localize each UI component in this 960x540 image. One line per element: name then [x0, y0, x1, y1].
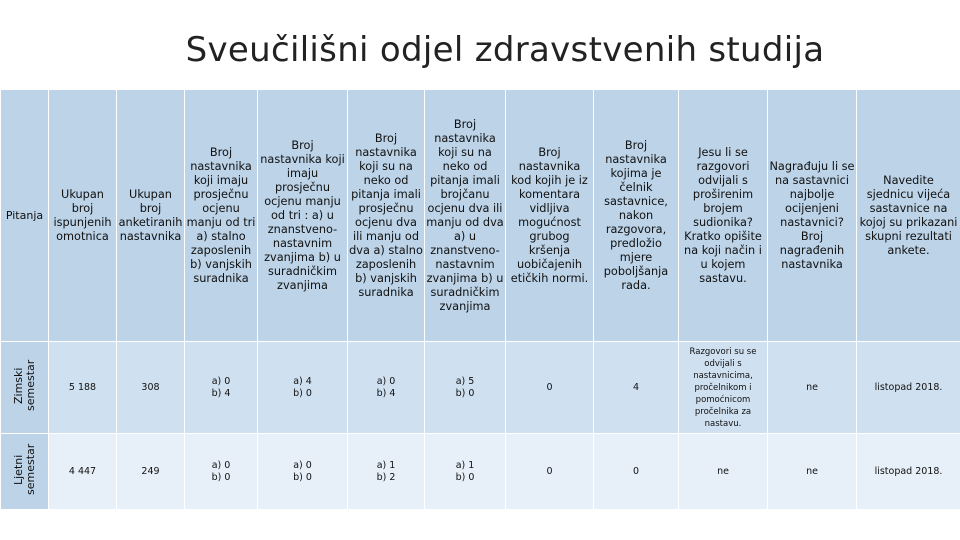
cell-rewards: ne — [768, 342, 857, 434]
header-two-or-less-employment: Broj nastavnika koji su na neko od pitanja imali prosječnu ocjenu dva ili manju od dva a) stalno zaposlenih b) vanjskih suradnika — [348, 90, 425, 342]
header-below-three-rank: Broj nastavnika koji imaju prosječnu ocjenu manju od tri : a) u znanstveno-nastavnim zvanjima b) u suradničkim zvanjima — [258, 90, 348, 342]
header-rewards: Nagrađuju li se na sastavnici najbolje ocijenjeni nastavnici? Broj nagrađenih nastavnika — [768, 90, 857, 342]
slide-title: Sveučilišni odjel zdravstvenih studija — [185, 30, 825, 70]
row-header-label: Pitanja — [1, 90, 49, 342]
cell-extended-talks: ne — [679, 434, 768, 510]
cell-total-teachers: 249 — [117, 434, 185, 510]
header-two-or-less-rank: Broj nastavnika koji su na neko od pitanja imali brojčanu ocjenu dva ili manju od dva a) u znanstveno-nastavnim zvanjima b) u suradničkim zvanjima — [425, 90, 506, 342]
cell-ethics-violations: 0 — [506, 342, 594, 434]
cell-below-three-employment: a) 0 b) 0 — [185, 434, 258, 510]
cell-extended-talks: Razgovori su se odvijali s nastavnicima, pročelnikom i pomoćnicom pročelnika za nastavu. — [679, 342, 768, 434]
cell-rewards: ne — [768, 434, 857, 510]
cell-improvement-measures: 4 — [594, 342, 679, 434]
header-below-three-employment: Broj nastavnika koji imaju prosječnu ocjenu manju od tri a) stalno zaposlenih b) vanjskih suradnika — [185, 90, 258, 342]
header-total-envelopes: Ukupan broj ispunjenih omotnica — [49, 90, 117, 342]
header-extended-talks: Jesu li se razgovori odvijali s proširenim brojem sudionika? Kratko opišite na koji način i u kojem sastavu. — [679, 90, 768, 342]
cell-council-session: listopad 2018. — [857, 434, 960, 510]
semester-label: Ljetni semestar — [1, 434, 49, 510]
cell-two-or-less-employment: a) 0 b) 4 — [348, 342, 425, 434]
cell-two-or-less-rank: a) 1 b) 0 — [425, 434, 506, 510]
cell-total-teachers: 308 — [117, 342, 185, 434]
cell-ethics-violations: 0 — [506, 434, 594, 510]
header-improvement-measures: Broj nastavnika kojima je čelnik sastavnice, nakon razgovora, predložio mjere poboljšanja rada. — [594, 90, 679, 342]
survey-results-table — [0, 89, 960, 510]
cell-two-or-less-rank: a) 5 b) 0 — [425, 342, 506, 434]
header-total-teachers: Ukupan broj anketiranih nastavnika — [117, 90, 185, 342]
header-row — [1, 90, 960, 342]
cell-below-three-rank: a) 0 b) 0 — [258, 434, 348, 510]
table-row — [1, 342, 960, 434]
cell-two-or-less-employment: a) 1 b) 2 — [348, 434, 425, 510]
header-council-session: Navedite sjednicu vijeća sastavnice na kojoj su prikazani skupni rezultati ankete. — [857, 90, 960, 342]
cell-council-session: listopad 2018. — [857, 342, 960, 434]
cell-total-envelopes: 4 447 — [49, 434, 117, 510]
semester-label: Zimski semestar — [1, 342, 49, 434]
cell-improvement-measures: 0 — [594, 434, 679, 510]
cell-below-three-rank: a) 4 b) 0 — [258, 342, 348, 434]
header-ethics-violations: Broj nastavnika kod kojih je iz komentara vidljiva mogućnost grubog kršenja uobičajenih etičkih normi. — [506, 90, 594, 342]
cell-total-envelopes: 5 188 — [49, 342, 117, 434]
table-row — [1, 434, 960, 510]
cell-below-three-employment: a) 0 b) 4 — [185, 342, 258, 434]
